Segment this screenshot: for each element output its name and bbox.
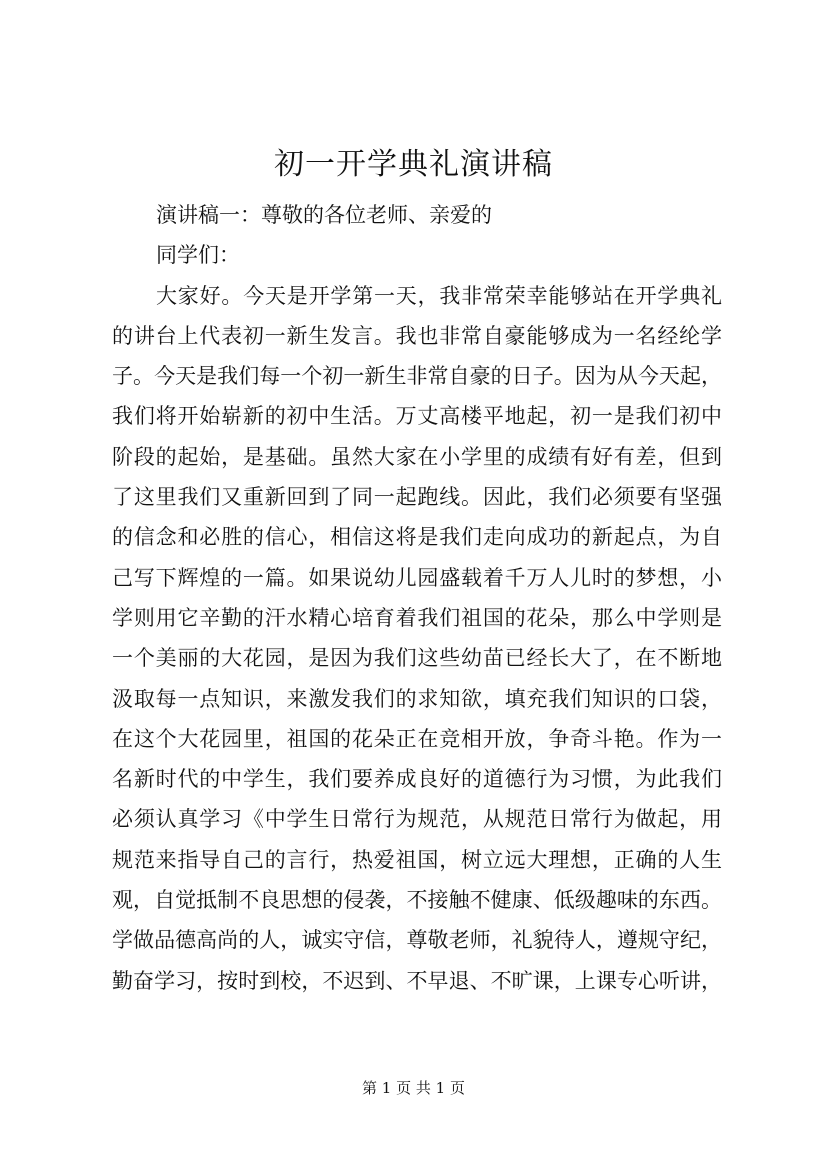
body-line: 汲取每一点知识，来激发我们的求知欲，填充我们知识的口袋，	[112, 686, 722, 711]
page-number-footer: 第 1 页 共 1 页	[362, 1079, 465, 1097]
document-body	[112, 195, 722, 1001]
body-line: 学则用它辛勤的汗水精心培育着我们祖国的花朵，那么中学则是	[112, 605, 722, 630]
body-line: 规范来指导自己的言行，热爱祖国，树立远大理想，正确的人生	[112, 847, 722, 872]
body-line: 阶段的起始，是基础。虽然大家在小学里的成绩有好有差，但到	[112, 444, 722, 469]
body-line: 子。今天是我们每一个初一新生非常自豪的日子。因为从今天起，	[112, 364, 722, 389]
body-line: 观，自觉抵制不良思想的侵袭，不接触不健康、低级趣味的东西。	[112, 888, 722, 913]
body-line: 必须认真学习《中学生日常行为规范，从规范日常行为做起，用	[112, 807, 722, 832]
body-line: 的讲台上代表初一新生发言。我也非常自豪能够成为一名经纶学	[112, 323, 722, 348]
body-line: 勤奋学习，按时到校，不迟到、不早退、不旷课，上课专心听讲，	[112, 968, 722, 993]
document-title: 初一开学典礼演讲稿	[274, 147, 553, 182]
body-line: 的信念和必胜的信心，相信这将是我们走向成功的新起点，为自	[112, 525, 722, 550]
body-line: 学做品德高尚的人，诚实守信，尊敬老师，礼貌待人，遵规守纪，	[112, 928, 722, 953]
body-line: 己写下辉煌的一篇。如果说幼儿园盛载着千万人儿时的梦想，小	[112, 565, 722, 590]
body-line: 在这个大花园里，祖国的花朵正在竞相开放，争奇斗艳。作为一	[112, 726, 722, 751]
body-line: 了这里我们又重新回到了同一起跑线。因此，我们必须要有坚强	[112, 485, 722, 510]
body-line: 演讲稿一：尊敬的各位老师、亲爱的	[156, 203, 492, 227]
body-line: 同学们：	[156, 243, 240, 268]
body-line: 我们将开始崭新的初中生活。万丈高楼平地起，初一是我们初中	[112, 404, 722, 429]
body-line: 大家好。今天是开学第一天，我非常荣幸能够站在开学典礼	[156, 283, 722, 308]
body-line: 名新时代的中学生，我们要养成良好的道德行为习惯，为此我们	[112, 767, 722, 792]
body-line: 一个美丽的大花园，是因为我们这些幼苗已经长大了，在不断地	[112, 646, 722, 671]
